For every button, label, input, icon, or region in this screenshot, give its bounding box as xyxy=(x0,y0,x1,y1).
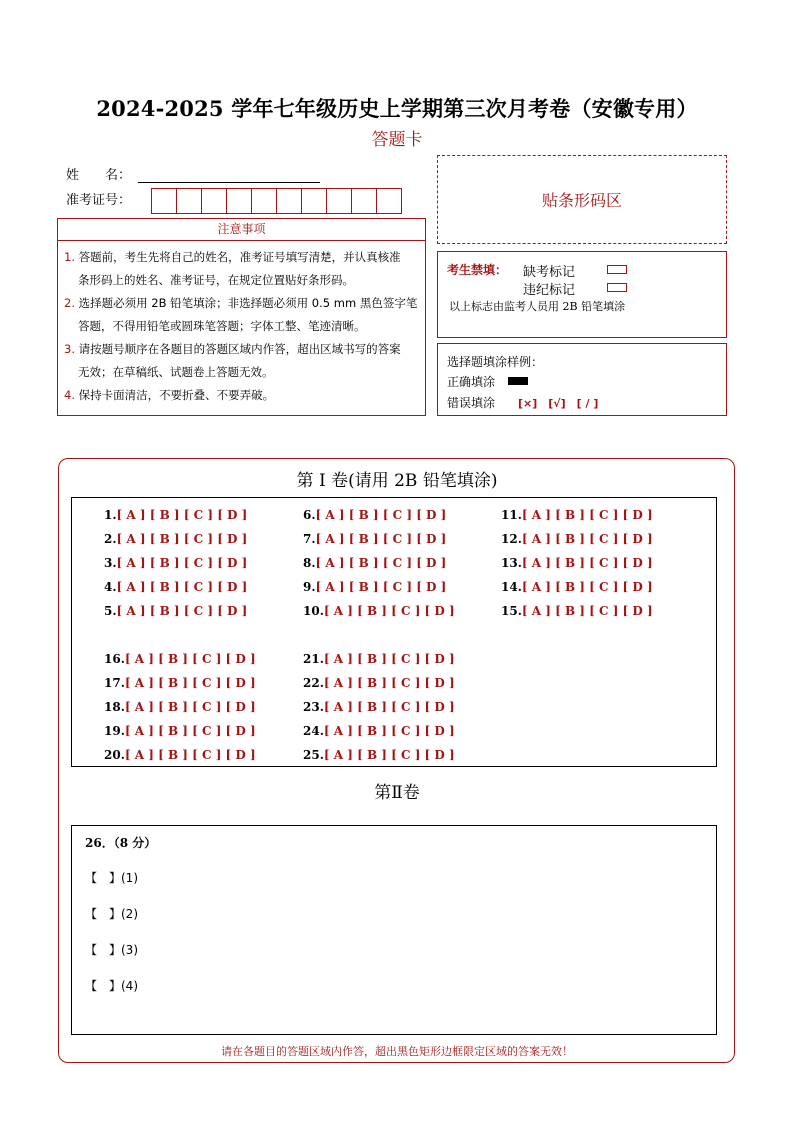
q-options[interactable]: [ A ] [ B ] [ C ] [ D ] xyxy=(116,580,248,594)
q-num: 11. xyxy=(501,508,522,522)
mcq-row[interactable] xyxy=(104,700,256,714)
q-options[interactable]: [ A ] [ B ] [ C ] [ D ] xyxy=(315,532,447,546)
forbid-note: 以上标志由监考人员用 2B 铅笔填涂 xyxy=(449,300,626,313)
mcq-row[interactable] xyxy=(104,724,256,738)
mcq-row[interactable] xyxy=(303,652,455,666)
id-digit-box[interactable] xyxy=(301,188,327,214)
mcq-row[interactable] xyxy=(104,508,247,522)
q-num: 25. xyxy=(303,748,324,762)
mcq-row[interactable] xyxy=(501,604,653,618)
violation-mark-box[interactable] xyxy=(607,283,627,292)
q-options[interactable]: [ A ] [ B ] [ C ] [ D ] xyxy=(323,748,455,762)
q-num: 24. xyxy=(303,724,324,738)
name-label: 姓 名： xyxy=(66,168,132,183)
id-digit-box[interactable] xyxy=(376,188,402,214)
notice-text-cont: 无效；在草稿纸、试题卷上答题无效。 xyxy=(78,365,274,379)
q-options[interactable]: [ A ] [ B ] [ C ] [ D ] xyxy=(116,604,248,618)
wrong-fill-samples: [×] [√] [ / ] xyxy=(518,397,599,410)
mcq-row[interactable] xyxy=(104,532,247,546)
q-options[interactable]: [ A ] [ B ] [ C ] [ D ] xyxy=(124,700,256,714)
notice-item xyxy=(64,384,419,407)
mcq-row[interactable] xyxy=(104,676,256,690)
id-digit-box[interactable] xyxy=(276,188,302,214)
q-options[interactable]: [ A ] [ B ] [ C ] [ D ] xyxy=(116,508,248,522)
q-options[interactable]: [ A ] [ B ] [ C ] [ D ] xyxy=(521,556,653,570)
q-num: 5. xyxy=(104,604,117,618)
forbid-label: 考生禁填： xyxy=(447,263,508,277)
notice-num: 1. xyxy=(64,250,75,264)
q-options[interactable]: [ A ] [ B ] [ C ] [ D ] xyxy=(116,556,248,570)
q-options[interactable]: [ A ] [ B ] [ C ] [ D ] xyxy=(116,532,248,546)
mcq-row[interactable] xyxy=(104,556,247,570)
name-field[interactable] xyxy=(138,182,320,183)
q-num: 21. xyxy=(303,652,324,666)
notice-text-cont: 条形码上的姓名、准考证号，在规定位置贴好条形码。 xyxy=(78,273,354,287)
answer-part[interactable]: 【 】(3) xyxy=(85,943,138,957)
essay-answer-box[interactable] xyxy=(71,825,717,1035)
mcq-row[interactable] xyxy=(303,700,455,714)
mcq-row[interactable] xyxy=(303,748,455,762)
notice-item xyxy=(64,246,419,292)
id-digit-box[interactable] xyxy=(176,188,202,214)
fill-example-box xyxy=(437,343,727,416)
q-options[interactable]: [ A ] [ B ] [ C ] [ D ] xyxy=(124,676,256,690)
q-num: 16. xyxy=(104,652,125,666)
notice-title: 注意事项 xyxy=(57,218,426,241)
mcq-row[interactable] xyxy=(303,556,446,570)
notice-num: 3. xyxy=(64,342,75,356)
q-options[interactable]: [ A ] [ B ] [ C ] [ D ] xyxy=(323,724,455,738)
q-options[interactable]: [ A ] [ B ] [ C ] [ D ] xyxy=(521,580,653,594)
mcq-row[interactable] xyxy=(303,508,446,522)
question-26-title: 26．（8 分） xyxy=(85,836,157,850)
mcq-row[interactable] xyxy=(501,532,653,546)
q-num: 10. xyxy=(303,604,324,618)
absent-mark-box[interactable] xyxy=(607,265,627,274)
q-num: 12. xyxy=(501,532,522,546)
q-num: 13. xyxy=(501,556,522,570)
q-num: 1. xyxy=(104,508,117,522)
notice-item xyxy=(64,338,419,384)
answer-part[interactable]: 【 】(2) xyxy=(85,907,138,921)
mcq-row[interactable] xyxy=(104,604,247,618)
page-subtitle: 答题卡 xyxy=(371,130,423,150)
q-num: 4. xyxy=(104,580,117,594)
q-num: 18. xyxy=(104,700,125,714)
mcq-row[interactable] xyxy=(104,580,247,594)
mcq-row[interactable] xyxy=(501,556,653,570)
id-digit-box[interactable] xyxy=(226,188,252,214)
mcq-row[interactable] xyxy=(303,532,446,546)
id-digit-box[interactable] xyxy=(251,188,277,214)
correct-fill-label: 正确填涂 xyxy=(447,375,496,389)
absent-label: 缺考标记 xyxy=(523,265,576,280)
q-options[interactable]: [ A ] [ B ] [ C ] [ D ] xyxy=(521,532,653,546)
footer-warning: 请在各题目的答题区域内作答，超出黑色矩形边框限定区域的答案无效！ xyxy=(221,1045,573,1058)
mcq-row[interactable] xyxy=(303,724,455,738)
q-num: 20. xyxy=(104,748,125,762)
mcq-row[interactable] xyxy=(501,508,653,522)
mcq-block xyxy=(71,497,717,767)
q-num: 2. xyxy=(104,532,117,546)
q-num: 22. xyxy=(303,676,324,690)
section1-title: 第 I 卷(请用 2B 铅笔填涂) xyxy=(296,471,498,491)
q-options[interactable]: [ A ] [ B ] [ C ] [ D ] xyxy=(124,652,256,666)
q-options[interactable]: [ A ] [ B ] [ C ] [ D ] xyxy=(315,580,447,594)
notice-text-cont: 答题，不得用铅笔或圆珠笔答题；字体工整、笔迹清晰。 xyxy=(78,319,366,333)
id-digit-box[interactable] xyxy=(151,188,177,214)
answer-part[interactable]: 【 】(4) xyxy=(85,979,138,993)
q-options[interactable]: [ A ] [ B ] [ C ] [ D ] xyxy=(315,508,447,522)
q-num: 8. xyxy=(303,556,316,570)
id-digit-box[interactable] xyxy=(326,188,352,214)
violation-label: 违纪标记 xyxy=(523,283,576,298)
q-options[interactable]: [ A ] [ B ] [ C ] [ D ] xyxy=(323,604,455,618)
mcq-row[interactable] xyxy=(303,676,455,690)
correct-fill-sample xyxy=(508,377,528,385)
q-num: 3. xyxy=(104,556,117,570)
q-num: 7. xyxy=(303,532,316,546)
notice-num: 2. xyxy=(64,296,75,310)
proctor-mark-box xyxy=(437,251,727,338)
q-options[interactable]: [ A ] [ B ] [ C ] [ D ] xyxy=(323,652,455,666)
page-title: 2024-2025 学年七年级历史上学期第三次月考卷（安徽专用） xyxy=(96,96,698,121)
q-num: 17. xyxy=(104,676,125,690)
q-options[interactable]: [ A ] [ B ] [ C ] [ D ] xyxy=(521,508,653,522)
notice-num: 4. xyxy=(64,388,75,402)
q-num: 23. xyxy=(303,700,324,714)
q-num: 19. xyxy=(104,724,125,738)
answer-part[interactable]: 【 】(1) xyxy=(85,871,138,885)
id-number-boxes[interactable] xyxy=(151,188,402,214)
notice-text: 保持卡面清洁，不要折叠、不要弄破。 xyxy=(78,388,275,402)
q-num: 14. xyxy=(501,580,522,594)
q-options[interactable]: [ A ] [ B ] [ C ] [ D ] xyxy=(323,700,455,714)
q-num: 6. xyxy=(303,508,316,522)
notice-text: 请按题号顺序在各题目的答题区域内作答，超出区域书写的答案 xyxy=(78,342,401,356)
notice-item xyxy=(64,292,419,338)
id-label: 准考证号： xyxy=(66,193,132,208)
notice-body xyxy=(57,241,426,416)
section2-title: 第Ⅱ卷 xyxy=(374,783,420,803)
id-digit-box[interactable] xyxy=(201,188,227,214)
notice-text: 答题前，考生先将自己的姓名，准考证号填写清楚，并认真核准 xyxy=(78,250,401,264)
barcode-area: 贴条形码区 xyxy=(437,155,727,244)
q-options[interactable]: [ A ] [ B ] [ C ] [ D ] xyxy=(521,604,653,618)
mcq-row[interactable] xyxy=(104,652,256,666)
q-options[interactable]: [ A ] [ B ] [ C ] [ D ] xyxy=(124,724,256,738)
fill-example-title: 选择题填涂样例： xyxy=(447,355,544,369)
mcq-row[interactable] xyxy=(501,580,653,594)
q-options[interactable]: [ A ] [ B ] [ C ] [ D ] xyxy=(323,676,455,690)
wrong-fill-label: 错误填涂 xyxy=(447,396,496,410)
q-num: 9. xyxy=(303,580,316,594)
q-num: 15. xyxy=(501,604,522,618)
id-digit-box[interactable] xyxy=(351,188,377,214)
q-options[interactable]: [ A ] [ B ] [ C ] [ D ] xyxy=(315,556,447,570)
q-options[interactable]: [ A ] [ B ] [ C ] [ D ] xyxy=(124,748,256,762)
mcq-row[interactable] xyxy=(303,580,446,594)
mcq-row[interactable] xyxy=(303,604,455,618)
mcq-row[interactable] xyxy=(104,748,256,762)
notice-text: 选择题必须用 2B 铅笔填涂；非选择题必须用 0.5 mm 黑色签字笔 xyxy=(78,296,418,310)
